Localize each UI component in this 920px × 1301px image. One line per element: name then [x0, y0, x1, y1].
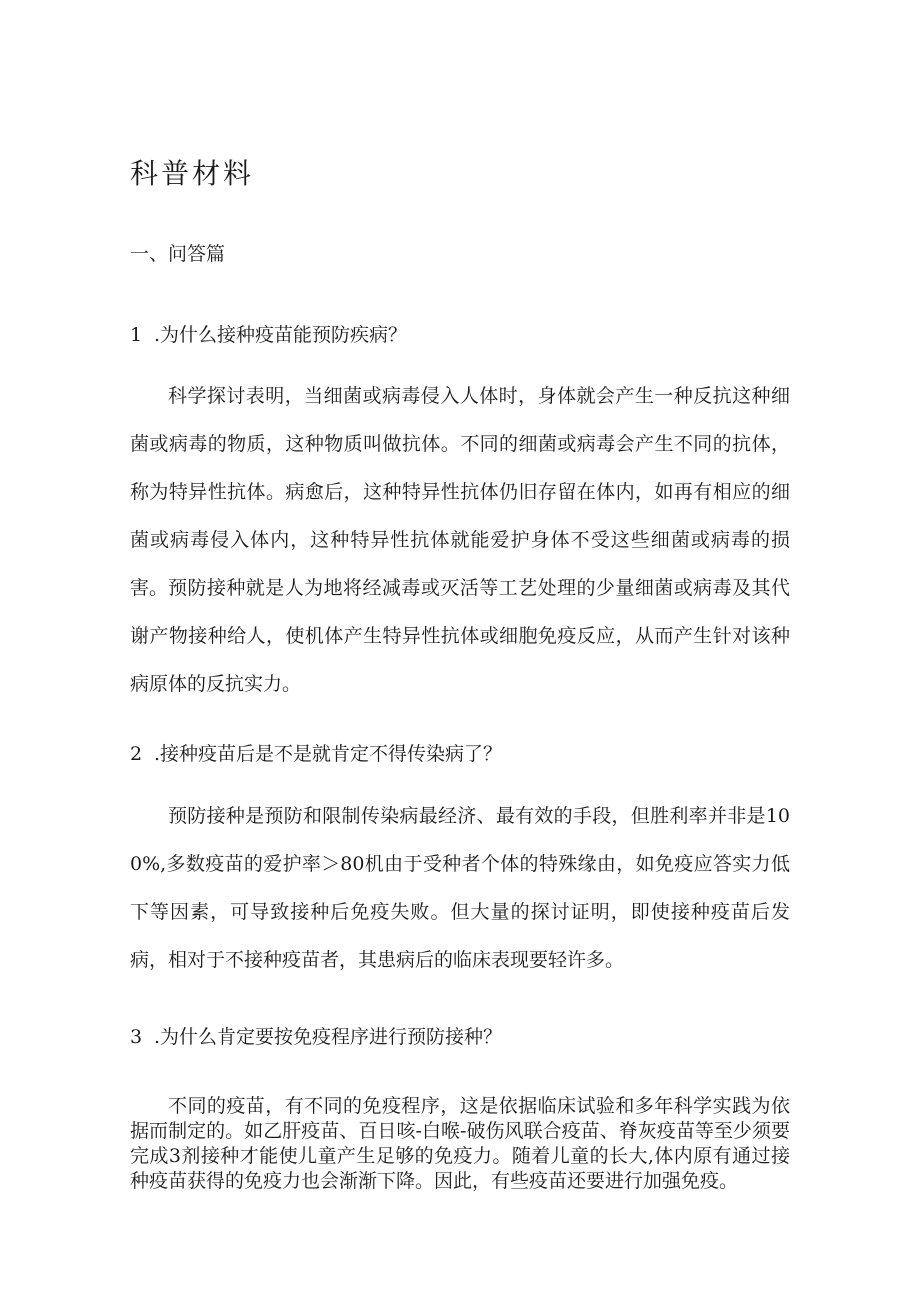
question-text: .为什么接种疫苗能预防疾病？: [154, 324, 408, 346]
question-text: .接种疫苗后是不是就肯定不得传染病了？: [154, 743, 503, 765]
question-1-paragraph-1: 科学探讨表明，当细菌或病毒侵入人体时，身体就会产生一种反抗这种细菌或病毒的物质，这种物质叫做抗体。不同的细菌或病毒会产生不同的抗体，称为特异性抗体。病愈后，这种特异性抗体仍旧存留在体内，如再有相应的细菌或病毒侵入体内，这种特异性抗体就能爱护身体不受这些细菌或病毒的损害。: [130, 385, 790, 599]
question-3-title: [130, 1022, 502, 1049]
question-text: .为什么肯定要按免疫程序进行预防接种？: [154, 1026, 503, 1048]
question-2-paragraph-1: 预防接种是预防和限制传染病最经济、最有效的手段，但胜利率并非是100%,多数疫苗的爱护率＞80机由于受种者个体的特殊缘由，如免疫应答实力低下等因素，可导致接种后免疫失败。但大量的探讨证明，即使接种疫苗后发病，相对于不接种疫苗者，其患病后的临床表现要轻许多。: [130, 805, 790, 971]
section-heading: 一、问答篇: [130, 243, 226, 265]
question-number: 3: [130, 1026, 143, 1048]
question-3-paragraph-1: 不同的疫苗，有不同的免疫程序，这是依据临床试验和多年科学实践为依据而制定的。如乙肝疫苗、百日咳-白喉-破伤风联合疫苗、脊灰疫苗等至少须要完成3剂接种才能使儿童产生足够的免疫力。随着儿童的长大,体内原有通过接种疫苗获得的免疫力也会渐渐下降。因此，有些疫苗还要进行加强免疫。: [130, 1095, 790, 1192]
question-1-title: [130, 320, 407, 347]
question-number: 2: [130, 743, 143, 765]
question-1-paragraph-2: 预防接种就是人为地将经减毒或灭活等工艺处理的少量细菌或病毒及其代谢产物接种给人，使机体产生特异性抗体或细胞免疫反应，从而产生针对该种病原体的反抗实力。: [130, 577, 790, 695]
question-number: 1: [130, 324, 143, 346]
question-2-title: [130, 739, 502, 766]
page-title: 科普材料: [130, 157, 255, 190]
